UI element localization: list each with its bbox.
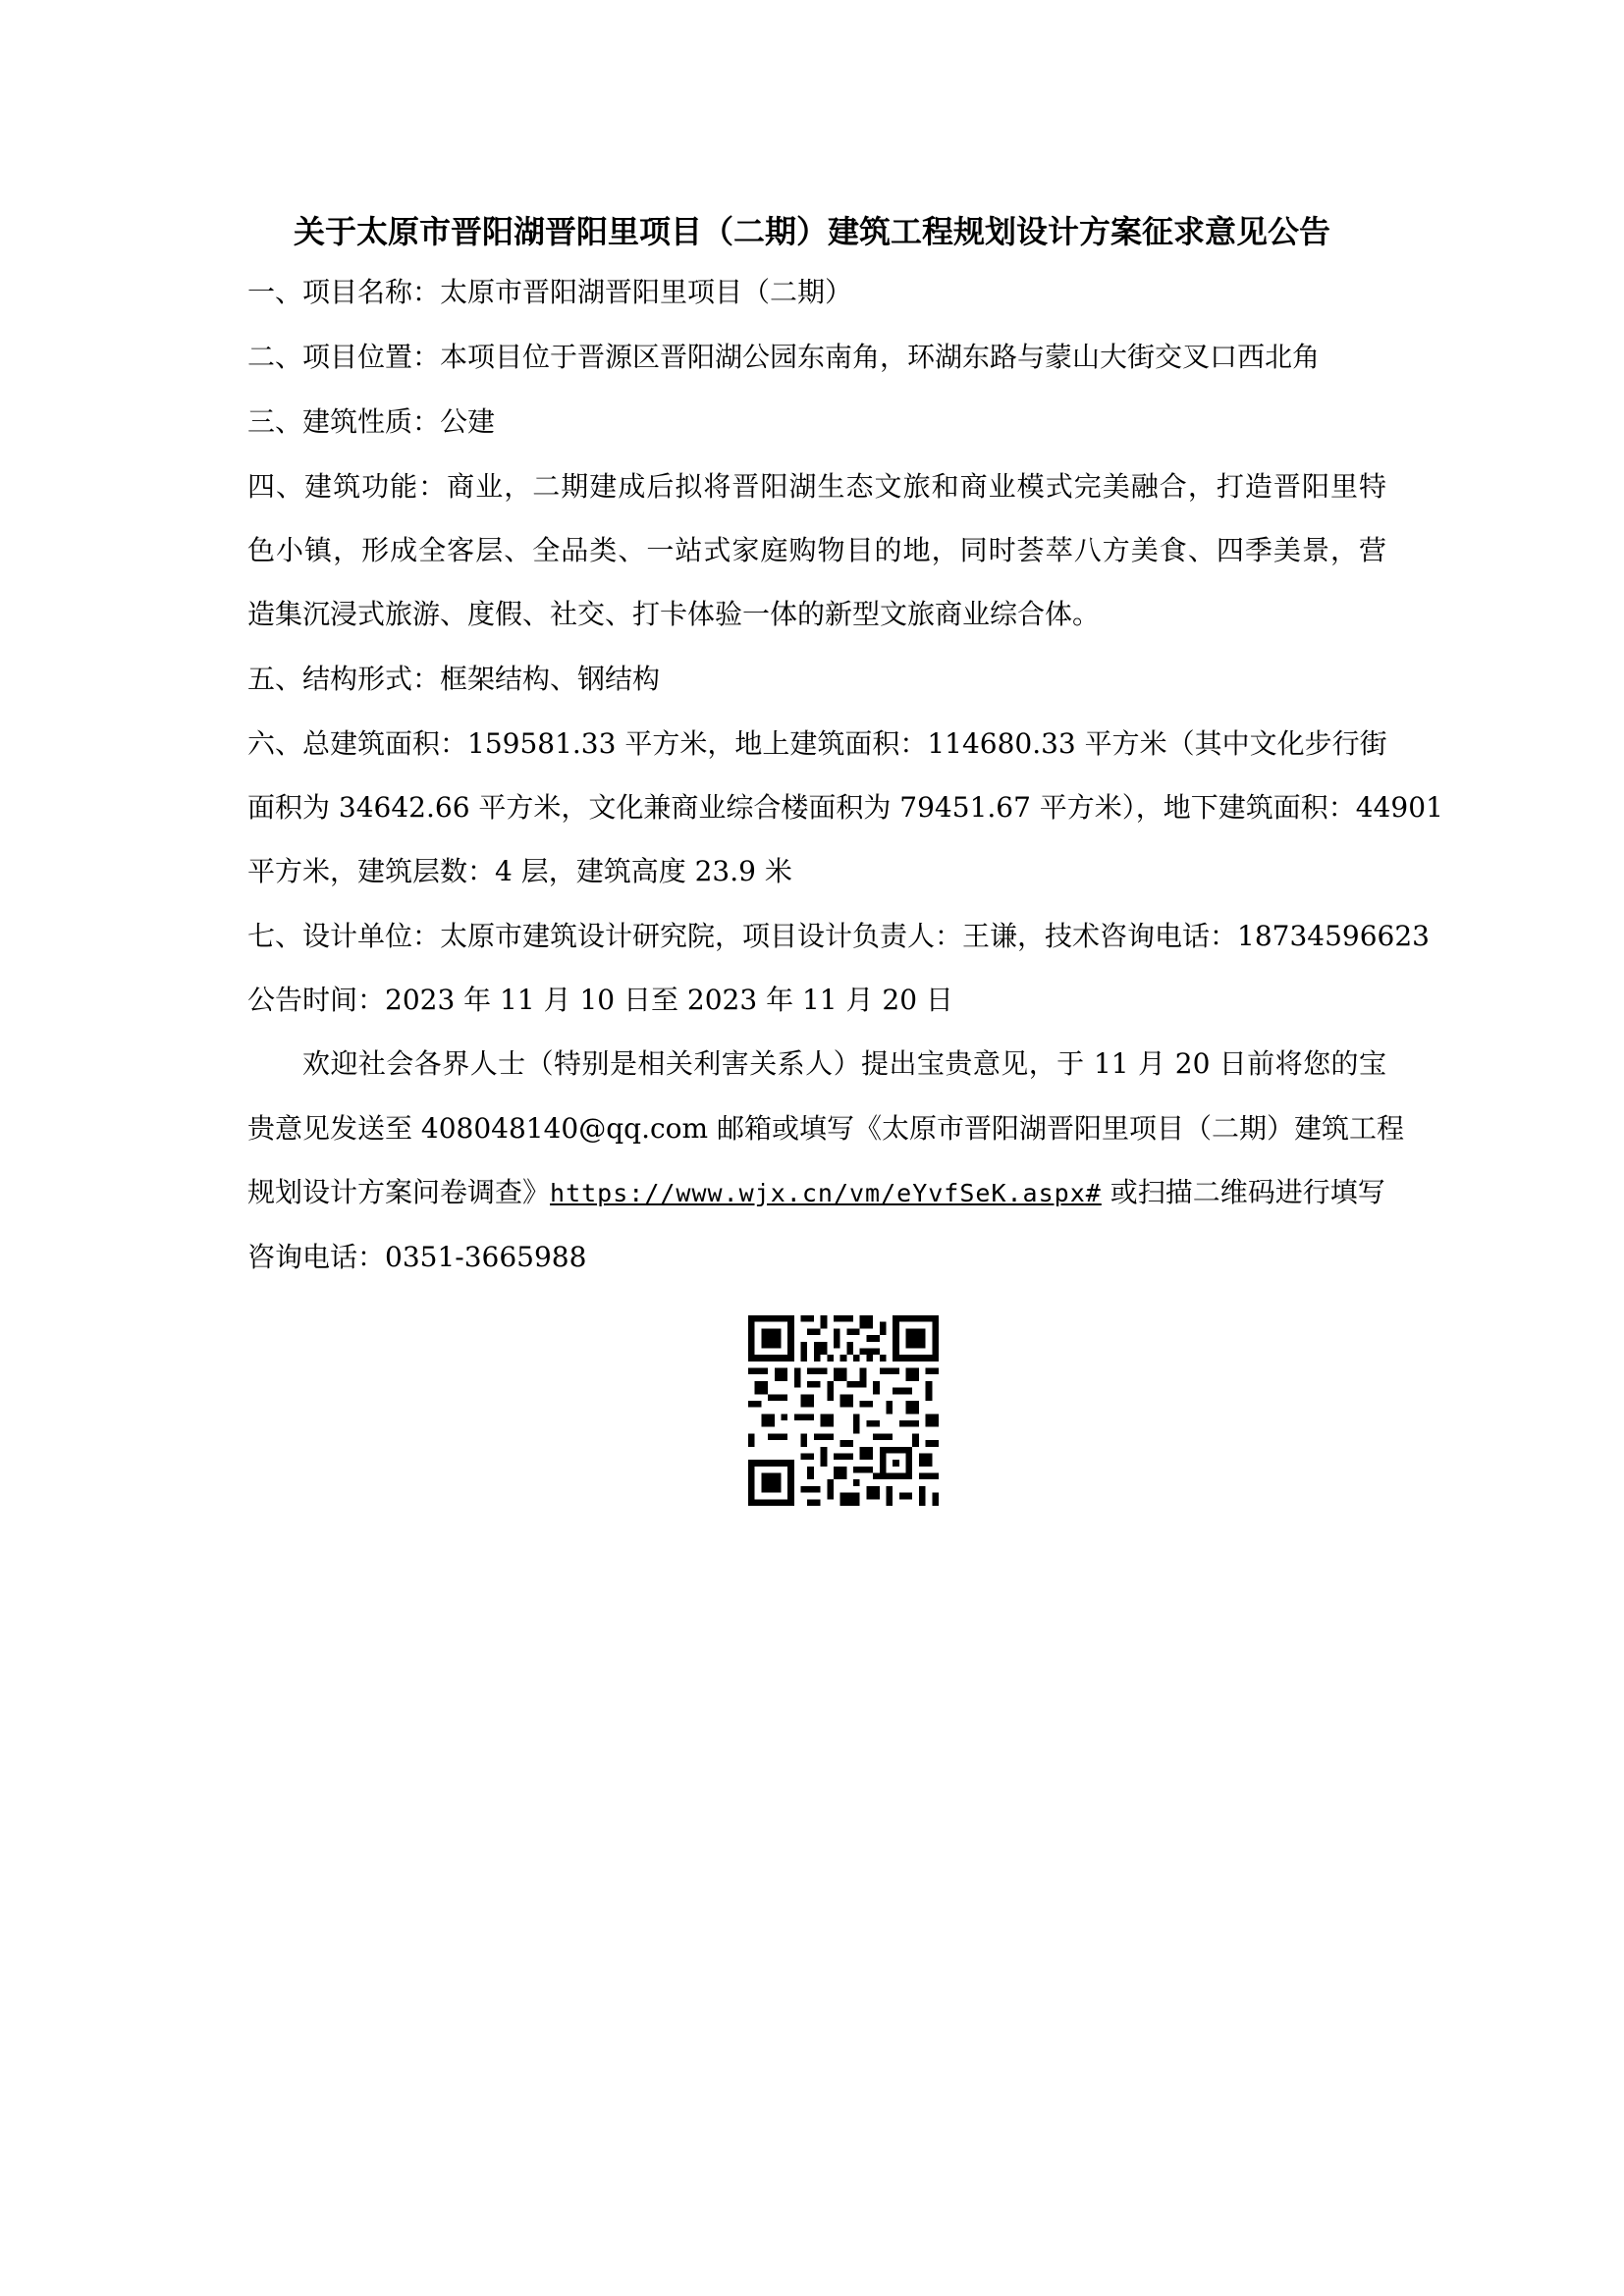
item-structure-form: 五、结构形式：框架结构、钢结构: [247, 663, 661, 695]
item-building-nature: 三、建筑性质：公建: [247, 405, 496, 438]
item-building-function: 四、建筑功能：商业，二期建成后拟将晋阳湖生态文旅和商业模式完美融合，打造晋阳里特: [247, 470, 1386, 503]
survey-link[interactable]: https://www.wjx.cn/vm/eYvfSeK.aspx#: [550, 1179, 1102, 1207]
welcome-text: 欢迎社会各界人士（特别是相关利害关系人）提出宝贵意见，于 11 月 20 日前将您的宝: [302, 1047, 1386, 1080]
item-project-location: 二、项目位置：本项目位于晋源区晋阳湖公园东南角，环湖东路与蒙山大街交叉口西北角: [247, 341, 1321, 373]
page-title: 关于太原市晋阳湖晋阳里项目（二期）建筑工程规划设计方案征求意见公告: [293, 213, 1330, 250]
announcement-period: 公告时间：2023 年 11 月 10 日至 2023 年 11 月 20 日: [247, 984, 953, 1016]
item-building-function-cont: 造集沉浸式旅游、度假、社交、打卡体验一体的新型文旅商业综合体。: [247, 598, 1101, 630]
item-project-name: 一、项目名称：太原市晋阳湖晋阳里项目（二期）: [247, 276, 853, 308]
item-floor-area-cont: 平方米，建筑层数：4 层，建筑高度 23.9 米: [247, 855, 792, 887]
item-design-unit: 七、设计单位：太原市建筑设计研究院，项目设计负责人：王谦，技术咨询电话：18734596623: [247, 920, 1430, 952]
survey-suffix: 或扫描二维码进行填写: [1101, 1176, 1385, 1208]
welcome-text-cont: [247, 1173, 1386, 1213]
consult-phone: 咨询电话：0351-3665988: [247, 1241, 587, 1273]
item-floor-area-cont: 面积为 34642.66 平方米，文化兼商业综合楼面积为 79451.67 平方米），地下建筑面积：44901: [247, 791, 1443, 824]
item-building-function-cont: 色小镇，形成全客层、全品类、一站式家庭购物目的地，同时荟萃八方美食、四季美景，营: [247, 534, 1386, 566]
item-floor-area: 六、总建筑面积：159581.33 平方米，地上建筑面积：114680.33 平方米（其中文化步行街: [247, 727, 1387, 760]
survey-label: 规划设计方案问卷调查》: [247, 1176, 551, 1208]
welcome-text-cont: 贵意见发送至 408048140@qq.com 邮箱或填写《太原市晋阳湖晋阳里项目（二期）建筑工程: [247, 1112, 1404, 1145]
qr-code-icon[interactable]: [748, 1315, 939, 1506]
